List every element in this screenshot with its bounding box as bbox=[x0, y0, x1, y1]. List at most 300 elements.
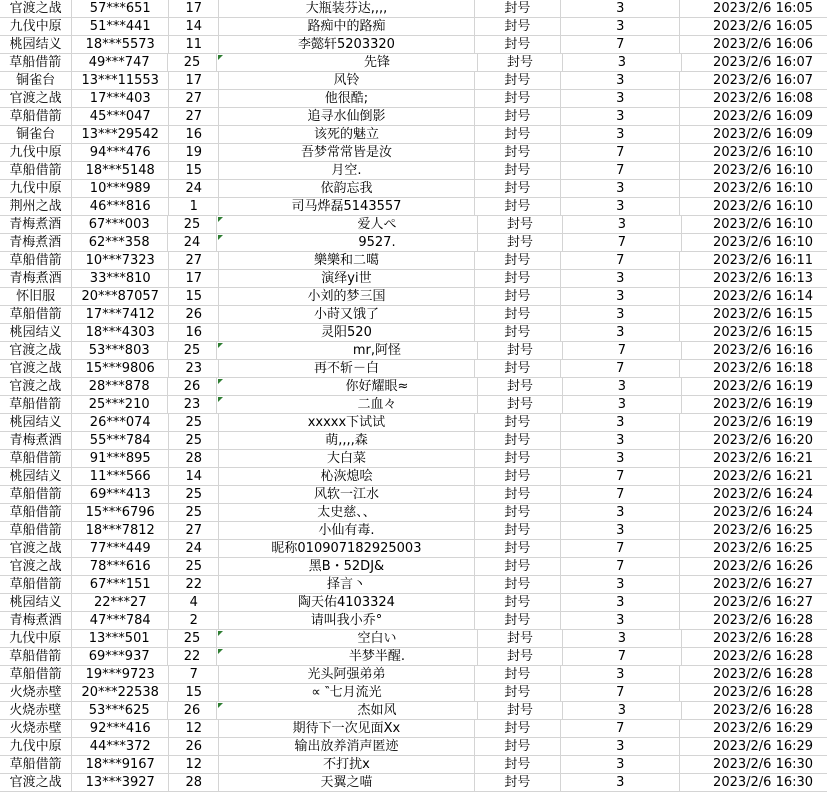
time-cell[interactable] bbox=[680, 108, 827, 126]
action-cell[interactable] bbox=[475, 450, 561, 468]
server-cell[interactable] bbox=[0, 198, 72, 216]
days-cell[interactable] bbox=[561, 432, 680, 450]
nickname-cell[interactable] bbox=[219, 756, 474, 774]
server-cell[interactable] bbox=[0, 576, 72, 594]
phone-cell[interactable] bbox=[72, 738, 169, 756]
server-cell[interactable] bbox=[0, 648, 72, 666]
time-cell[interactable] bbox=[680, 198, 827, 216]
number-cell[interactable] bbox=[169, 162, 219, 180]
nickname-cell[interactable] bbox=[217, 702, 477, 720]
action-cell[interactable] bbox=[475, 36, 561, 54]
action-cell[interactable] bbox=[475, 612, 561, 630]
days-cell[interactable] bbox=[561, 756, 680, 774]
days-cell[interactable] bbox=[561, 126, 680, 144]
nickname-cell[interactable] bbox=[219, 486, 474, 504]
time-cell[interactable] bbox=[680, 522, 827, 540]
number-cell[interactable] bbox=[168, 378, 218, 396]
nickname-cell[interactable] bbox=[219, 684, 474, 702]
days-cell[interactable] bbox=[561, 108, 680, 126]
server-cell[interactable] bbox=[0, 522, 72, 540]
phone-cell[interactable] bbox=[72, 306, 169, 324]
days-cell[interactable] bbox=[561, 738, 680, 756]
action-cell[interactable] bbox=[475, 414, 561, 432]
action-cell[interactable] bbox=[475, 720, 561, 738]
phone-cell[interactable] bbox=[72, 342, 168, 360]
phone-cell[interactable] bbox=[72, 198, 169, 216]
action-cell[interactable] bbox=[478, 378, 564, 396]
action-cell[interactable] bbox=[475, 198, 561, 216]
phone-cell[interactable] bbox=[72, 288, 169, 306]
phone-cell[interactable] bbox=[72, 162, 169, 180]
phone-cell[interactable] bbox=[72, 0, 169, 18]
phone-cell[interactable] bbox=[72, 126, 169, 144]
server-cell[interactable] bbox=[0, 216, 72, 234]
days-cell[interactable] bbox=[561, 0, 680, 18]
number-cell[interactable] bbox=[169, 666, 219, 684]
days-cell[interactable] bbox=[561, 450, 680, 468]
action-cell[interactable] bbox=[475, 540, 561, 558]
number-cell[interactable] bbox=[169, 414, 219, 432]
time-cell[interactable] bbox=[680, 288, 827, 306]
time-cell[interactable] bbox=[680, 126, 827, 144]
nickname-cell[interactable] bbox=[217, 378, 477, 396]
number-cell[interactable] bbox=[169, 288, 219, 306]
days-cell[interactable] bbox=[561, 774, 680, 792]
time-cell[interactable] bbox=[680, 612, 827, 630]
server-cell[interactable] bbox=[0, 162, 72, 180]
nickname-cell[interactable] bbox=[219, 414, 474, 432]
time-cell[interactable] bbox=[682, 342, 827, 360]
time-cell[interactable] bbox=[680, 576, 827, 594]
number-cell[interactable] bbox=[169, 306, 219, 324]
time-cell[interactable] bbox=[680, 432, 827, 450]
action-cell[interactable] bbox=[475, 486, 561, 504]
server-cell[interactable] bbox=[0, 126, 72, 144]
phone-cell[interactable] bbox=[72, 18, 169, 36]
action-cell[interactable] bbox=[475, 324, 561, 342]
nickname-cell[interactable] bbox=[219, 738, 474, 756]
action-cell[interactable] bbox=[478, 630, 564, 648]
server-cell[interactable] bbox=[0, 702, 72, 720]
phone-cell[interactable] bbox=[72, 396, 168, 414]
phone-cell[interactable] bbox=[72, 234, 168, 252]
nickname-cell[interactable] bbox=[219, 360, 474, 378]
time-cell[interactable] bbox=[680, 594, 827, 612]
phone-cell[interactable] bbox=[72, 54, 168, 72]
phone-cell[interactable] bbox=[72, 774, 169, 792]
nickname-cell[interactable] bbox=[219, 270, 474, 288]
nickname-cell[interactable] bbox=[219, 72, 474, 90]
server-cell[interactable] bbox=[0, 378, 72, 396]
time-cell[interactable] bbox=[682, 396, 827, 414]
days-cell[interactable] bbox=[563, 648, 681, 666]
phone-cell[interactable] bbox=[72, 90, 169, 108]
number-cell[interactable] bbox=[169, 18, 219, 36]
server-cell[interactable] bbox=[0, 396, 72, 414]
number-cell[interactable] bbox=[169, 468, 219, 486]
number-cell[interactable] bbox=[169, 486, 219, 504]
nickname-cell[interactable] bbox=[217, 342, 477, 360]
server-cell[interactable] bbox=[0, 612, 72, 630]
server-cell[interactable] bbox=[0, 108, 72, 126]
phone-cell[interactable] bbox=[72, 360, 169, 378]
days-cell[interactable] bbox=[561, 306, 680, 324]
phone-cell[interactable] bbox=[72, 252, 169, 270]
action-cell[interactable] bbox=[475, 558, 561, 576]
phone-cell[interactable] bbox=[72, 612, 169, 630]
server-cell[interactable] bbox=[0, 540, 72, 558]
nickname-cell[interactable] bbox=[219, 666, 474, 684]
phone-cell[interactable] bbox=[72, 666, 169, 684]
server-cell[interactable] bbox=[0, 450, 72, 468]
nickname-cell[interactable] bbox=[219, 18, 474, 36]
server-cell[interactable] bbox=[0, 774, 72, 792]
days-cell[interactable] bbox=[563, 234, 681, 252]
number-cell[interactable] bbox=[169, 324, 219, 342]
nickname-cell[interactable] bbox=[217, 234, 477, 252]
nickname-cell[interactable] bbox=[217, 648, 477, 666]
number-cell[interactable] bbox=[169, 126, 219, 144]
time-cell[interactable] bbox=[680, 162, 827, 180]
time-cell[interactable] bbox=[680, 720, 827, 738]
time-cell[interactable] bbox=[680, 360, 827, 378]
nickname-cell[interactable] bbox=[219, 108, 474, 126]
nickname-cell[interactable] bbox=[219, 306, 474, 324]
nickname-cell[interactable] bbox=[219, 90, 474, 108]
nickname-cell[interactable] bbox=[219, 774, 474, 792]
time-cell[interactable] bbox=[682, 54, 827, 72]
action-cell[interactable] bbox=[475, 522, 561, 540]
nickname-cell[interactable] bbox=[219, 720, 474, 738]
server-cell[interactable] bbox=[0, 360, 72, 378]
server-cell[interactable] bbox=[0, 252, 72, 270]
action-cell[interactable] bbox=[475, 180, 561, 198]
server-cell[interactable] bbox=[0, 414, 72, 432]
phone-cell[interactable] bbox=[72, 414, 169, 432]
time-cell[interactable] bbox=[682, 648, 827, 666]
number-cell[interactable] bbox=[169, 738, 219, 756]
phone-cell[interactable] bbox=[72, 270, 169, 288]
number-cell[interactable] bbox=[168, 648, 218, 666]
time-cell[interactable] bbox=[680, 450, 827, 468]
nickname-cell[interactable] bbox=[219, 144, 474, 162]
server-cell[interactable] bbox=[0, 90, 72, 108]
action-cell[interactable] bbox=[478, 648, 564, 666]
time-cell[interactable] bbox=[682, 234, 827, 252]
nickname-cell[interactable] bbox=[219, 576, 474, 594]
server-cell[interactable] bbox=[0, 594, 72, 612]
number-cell[interactable] bbox=[168, 702, 218, 720]
action-cell[interactable] bbox=[475, 594, 561, 612]
phone-cell[interactable] bbox=[72, 108, 169, 126]
action-cell[interactable] bbox=[478, 396, 564, 414]
phone-cell[interactable] bbox=[72, 522, 169, 540]
days-cell[interactable] bbox=[561, 162, 680, 180]
time-cell[interactable] bbox=[682, 216, 827, 234]
phone-cell[interactable] bbox=[72, 558, 169, 576]
phone-cell[interactable] bbox=[72, 684, 169, 702]
phone-cell[interactable] bbox=[72, 504, 169, 522]
action-cell[interactable] bbox=[475, 18, 561, 36]
phone-cell[interactable] bbox=[72, 450, 169, 468]
time-cell[interactable] bbox=[680, 414, 827, 432]
nickname-cell[interactable] bbox=[219, 612, 474, 630]
nickname-cell[interactable] bbox=[219, 180, 474, 198]
days-cell[interactable] bbox=[563, 630, 681, 648]
time-cell[interactable] bbox=[682, 630, 827, 648]
nickname-cell[interactable] bbox=[219, 468, 474, 486]
number-cell[interactable] bbox=[169, 72, 219, 90]
number-cell[interactable] bbox=[169, 684, 219, 702]
server-cell[interactable] bbox=[0, 0, 72, 18]
days-cell[interactable] bbox=[561, 666, 680, 684]
action-cell[interactable] bbox=[478, 216, 564, 234]
time-cell[interactable] bbox=[680, 468, 827, 486]
number-cell[interactable] bbox=[169, 450, 219, 468]
action-cell[interactable] bbox=[475, 162, 561, 180]
nickname-cell[interactable] bbox=[219, 36, 474, 54]
phone-cell[interactable] bbox=[72, 720, 169, 738]
action-cell[interactable] bbox=[475, 756, 561, 774]
action-cell[interactable] bbox=[475, 72, 561, 90]
days-cell[interactable] bbox=[561, 72, 680, 90]
phone-cell[interactable] bbox=[72, 594, 169, 612]
number-cell[interactable] bbox=[168, 234, 218, 252]
days-cell[interactable] bbox=[563, 54, 681, 72]
days-cell[interactable] bbox=[561, 360, 680, 378]
nickname-cell[interactable] bbox=[219, 522, 474, 540]
days-cell[interactable] bbox=[563, 216, 681, 234]
nickname-cell[interactable] bbox=[219, 288, 474, 306]
days-cell[interactable] bbox=[561, 504, 680, 522]
action-cell[interactable] bbox=[475, 108, 561, 126]
days-cell[interactable] bbox=[561, 612, 680, 630]
number-cell[interactable] bbox=[168, 630, 218, 648]
action-cell[interactable] bbox=[478, 54, 564, 72]
action-cell[interactable] bbox=[475, 126, 561, 144]
action-cell[interactable] bbox=[475, 666, 561, 684]
days-cell[interactable] bbox=[561, 270, 680, 288]
server-cell[interactable] bbox=[0, 342, 72, 360]
nickname-cell[interactable] bbox=[219, 0, 474, 18]
action-cell[interactable] bbox=[478, 702, 564, 720]
action-cell[interactable] bbox=[475, 306, 561, 324]
days-cell[interactable] bbox=[561, 558, 680, 576]
time-cell[interactable] bbox=[680, 90, 827, 108]
action-cell[interactable] bbox=[475, 738, 561, 756]
action-cell[interactable] bbox=[475, 468, 561, 486]
time-cell[interactable] bbox=[682, 378, 827, 396]
action-cell[interactable] bbox=[475, 288, 561, 306]
action-cell[interactable] bbox=[475, 684, 561, 702]
server-cell[interactable] bbox=[0, 306, 72, 324]
number-cell[interactable] bbox=[169, 198, 219, 216]
time-cell[interactable] bbox=[680, 36, 827, 54]
action-cell[interactable] bbox=[475, 774, 561, 792]
phone-cell[interactable] bbox=[72, 324, 169, 342]
number-cell[interactable] bbox=[169, 270, 219, 288]
server-cell[interactable] bbox=[0, 324, 72, 342]
action-cell[interactable] bbox=[475, 0, 561, 18]
server-cell[interactable] bbox=[0, 468, 72, 486]
number-cell[interactable] bbox=[169, 144, 219, 162]
action-cell[interactable] bbox=[475, 360, 561, 378]
days-cell[interactable] bbox=[561, 144, 680, 162]
server-cell[interactable] bbox=[0, 18, 72, 36]
phone-cell[interactable] bbox=[72, 432, 169, 450]
number-cell[interactable] bbox=[169, 180, 219, 198]
days-cell[interactable] bbox=[561, 576, 680, 594]
time-cell[interactable] bbox=[682, 702, 827, 720]
number-cell[interactable] bbox=[169, 0, 219, 18]
days-cell[interactable] bbox=[563, 702, 681, 720]
action-cell[interactable] bbox=[475, 270, 561, 288]
number-cell[interactable] bbox=[169, 612, 219, 630]
nickname-cell[interactable] bbox=[219, 450, 474, 468]
time-cell[interactable] bbox=[680, 774, 827, 792]
days-cell[interactable] bbox=[561, 594, 680, 612]
days-cell[interactable] bbox=[561, 414, 680, 432]
number-cell[interactable] bbox=[169, 558, 219, 576]
nickname-cell[interactable] bbox=[219, 594, 474, 612]
days-cell[interactable] bbox=[561, 522, 680, 540]
number-cell[interactable] bbox=[169, 90, 219, 108]
server-cell[interactable] bbox=[0, 144, 72, 162]
phone-cell[interactable] bbox=[72, 468, 169, 486]
days-cell[interactable] bbox=[561, 540, 680, 558]
number-cell[interactable] bbox=[169, 540, 219, 558]
action-cell[interactable] bbox=[475, 90, 561, 108]
phone-cell[interactable] bbox=[72, 486, 169, 504]
time-cell[interactable] bbox=[680, 504, 827, 522]
days-cell[interactable] bbox=[561, 684, 680, 702]
server-cell[interactable] bbox=[0, 738, 72, 756]
action-cell[interactable] bbox=[478, 234, 564, 252]
phone-cell[interactable] bbox=[72, 144, 169, 162]
server-cell[interactable] bbox=[0, 180, 72, 198]
days-cell[interactable] bbox=[561, 720, 680, 738]
server-cell[interactable] bbox=[0, 288, 72, 306]
phone-cell[interactable] bbox=[72, 180, 169, 198]
phone-cell[interactable] bbox=[72, 630, 168, 648]
time-cell[interactable] bbox=[680, 666, 827, 684]
phone-cell[interactable] bbox=[72, 540, 169, 558]
number-cell[interactable] bbox=[169, 522, 219, 540]
days-cell[interactable] bbox=[561, 198, 680, 216]
time-cell[interactable] bbox=[680, 756, 827, 774]
nickname-cell[interactable] bbox=[219, 198, 474, 216]
number-cell[interactable] bbox=[169, 720, 219, 738]
server-cell[interactable] bbox=[0, 684, 72, 702]
nickname-cell[interactable] bbox=[219, 252, 474, 270]
nickname-cell[interactable] bbox=[219, 558, 474, 576]
number-cell[interactable] bbox=[169, 594, 219, 612]
phone-cell[interactable] bbox=[72, 72, 169, 90]
number-cell[interactable] bbox=[169, 252, 219, 270]
time-cell[interactable] bbox=[680, 324, 827, 342]
nickname-cell[interactable] bbox=[217, 630, 477, 648]
nickname-cell[interactable] bbox=[219, 432, 474, 450]
time-cell[interactable] bbox=[680, 180, 827, 198]
days-cell[interactable] bbox=[561, 36, 680, 54]
number-cell[interactable] bbox=[169, 432, 219, 450]
server-cell[interactable] bbox=[0, 270, 72, 288]
nickname-cell[interactable] bbox=[217, 396, 477, 414]
server-cell[interactable] bbox=[0, 666, 72, 684]
nickname-cell[interactable] bbox=[219, 126, 474, 144]
server-cell[interactable] bbox=[0, 486, 72, 504]
phone-cell[interactable] bbox=[72, 216, 168, 234]
time-cell[interactable] bbox=[680, 18, 827, 36]
time-cell[interactable] bbox=[680, 144, 827, 162]
action-cell[interactable] bbox=[475, 144, 561, 162]
time-cell[interactable] bbox=[680, 558, 827, 576]
number-cell[interactable] bbox=[169, 36, 219, 54]
server-cell[interactable] bbox=[0, 72, 72, 90]
phone-cell[interactable] bbox=[72, 36, 169, 54]
action-cell[interactable] bbox=[475, 252, 561, 270]
action-cell[interactable] bbox=[475, 576, 561, 594]
days-cell[interactable] bbox=[561, 90, 680, 108]
action-cell[interactable] bbox=[475, 432, 561, 450]
days-cell[interactable] bbox=[561, 252, 680, 270]
nickname-cell[interactable] bbox=[219, 162, 474, 180]
nickname-cell[interactable] bbox=[217, 54, 477, 72]
days-cell[interactable] bbox=[561, 468, 680, 486]
time-cell[interactable] bbox=[680, 0, 827, 18]
server-cell[interactable] bbox=[0, 54, 72, 72]
nickname-cell[interactable] bbox=[219, 324, 474, 342]
action-cell[interactable] bbox=[475, 504, 561, 522]
time-cell[interactable] bbox=[680, 72, 827, 90]
phone-cell[interactable] bbox=[72, 756, 169, 774]
time-cell[interactable] bbox=[680, 270, 827, 288]
phone-cell[interactable] bbox=[72, 576, 169, 594]
days-cell[interactable] bbox=[561, 288, 680, 306]
days-cell[interactable] bbox=[563, 342, 681, 360]
nickname-cell[interactable] bbox=[219, 504, 474, 522]
number-cell[interactable] bbox=[168, 396, 218, 414]
days-cell[interactable] bbox=[561, 180, 680, 198]
days-cell[interactable] bbox=[563, 378, 681, 396]
time-cell[interactable] bbox=[680, 252, 827, 270]
server-cell[interactable] bbox=[0, 432, 72, 450]
nickname-cell[interactable] bbox=[217, 216, 477, 234]
phone-cell[interactable] bbox=[72, 702, 168, 720]
server-cell[interactable] bbox=[0, 558, 72, 576]
number-cell[interactable] bbox=[169, 504, 219, 522]
number-cell[interactable] bbox=[169, 108, 219, 126]
number-cell[interactable] bbox=[169, 576, 219, 594]
number-cell[interactable] bbox=[169, 756, 219, 774]
server-cell[interactable] bbox=[0, 234, 72, 252]
time-cell[interactable] bbox=[680, 486, 827, 504]
days-cell[interactable] bbox=[561, 18, 680, 36]
number-cell[interactable] bbox=[168, 54, 218, 72]
phone-cell[interactable] bbox=[72, 378, 168, 396]
days-cell[interactable] bbox=[561, 324, 680, 342]
nickname-cell[interactable] bbox=[219, 540, 474, 558]
time-cell[interactable] bbox=[680, 684, 827, 702]
phone-cell[interactable] bbox=[72, 648, 168, 666]
server-cell[interactable] bbox=[0, 36, 72, 54]
server-cell[interactable] bbox=[0, 720, 72, 738]
server-cell[interactable] bbox=[0, 504, 72, 522]
time-cell[interactable] bbox=[680, 540, 827, 558]
days-cell[interactable] bbox=[561, 486, 680, 504]
time-cell[interactable] bbox=[680, 306, 827, 324]
time-cell[interactable] bbox=[680, 738, 827, 756]
